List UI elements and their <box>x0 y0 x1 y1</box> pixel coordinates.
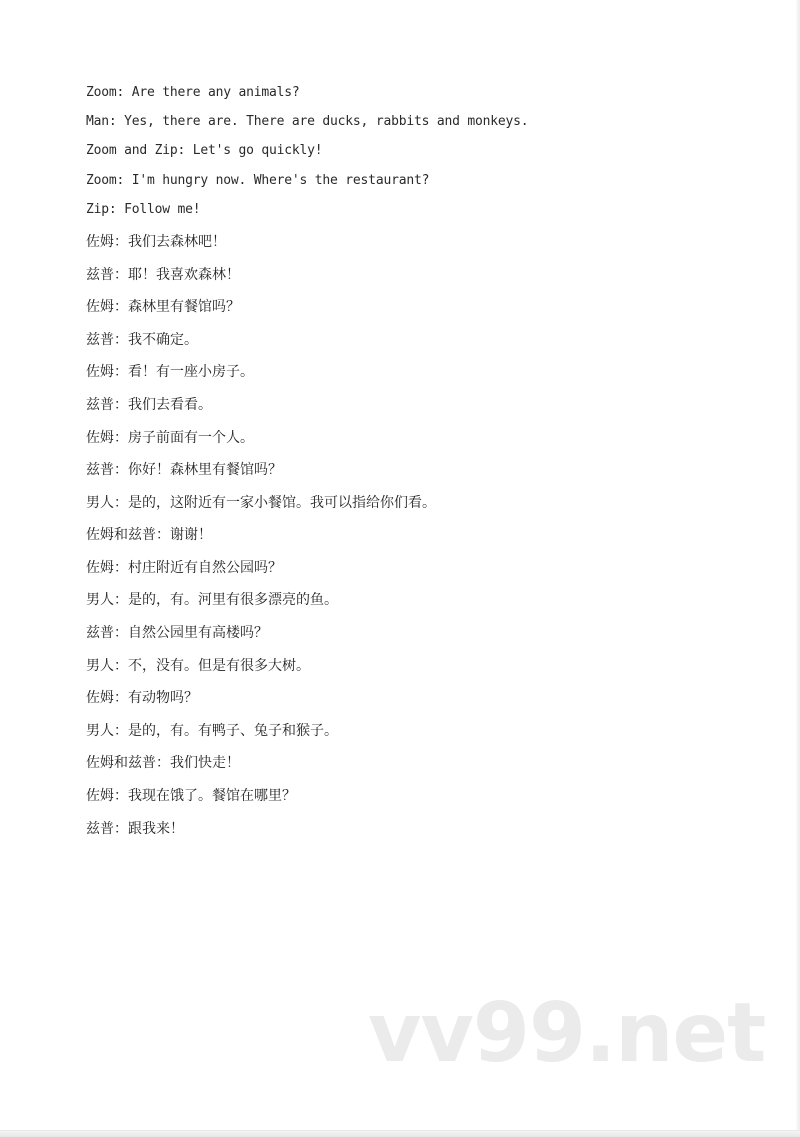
dialogue-line-zh: 佐姆和兹普：我们快走！ <box>86 755 240 772</box>
watermark: vv99.net <box>368 986 766 1081</box>
dialogue-line-zh: 佐姆：森林里有餐馆吗？ <box>86 299 240 316</box>
dialogue-line-zh: 佐姆：有动物吗？ <box>86 690 198 707</box>
english-dialogue <box>86 78 766 224</box>
dialogue-line-zh: 兹普：你好！森林里有餐馆吗？ <box>86 462 282 479</box>
dialogue-line-en: Zoom: I'm hungry now. Where's the restaurant? <box>86 172 430 188</box>
dialogue-line-en: Zoom: Are there any animals? <box>86 85 300 100</box>
page-edge-bottom <box>0 1130 800 1137</box>
dialogue-line-zh: 佐姆：村庄附近有自然公园吗？ <box>86 559 282 576</box>
dialogue-line-zh: 佐姆：我们去森林吧！ <box>86 233 226 250</box>
document-body <box>86 78 766 845</box>
dialogue-line-zh: 佐姆和兹普：谢谢！ <box>86 527 212 544</box>
page-edge-right <box>796 0 800 1131</box>
chinese-dialogue <box>86 226 766 845</box>
dialogue-line-en: Zoom and Zip: Let's go quickly! <box>86 143 323 159</box>
dialogue-line-en: Zip: Follow me! <box>86 201 201 217</box>
dialogue-line-zh: 兹普：我们去看看。 <box>86 396 212 413</box>
dialogue-line-zh: 兹普：耶！我喜欢森林！ <box>86 266 240 283</box>
dialogue-line-zh: 佐姆：房子前面有一个人。 <box>86 429 254 446</box>
dialogue-line-zh: 佐姆：我现在饿了。餐馆在哪里？ <box>86 788 296 805</box>
dialogue-line-zh: 男人：是的，有。河里有很多漂亮的鱼。 <box>86 592 338 609</box>
dialogue-line-zh: 男人：不，没有。但是有很多大树。 <box>86 657 310 674</box>
dialogue-line-zh: 男人：是的，有。有鸭子、兔子和猴子。 <box>86 722 338 739</box>
dialogue-line-zh: 兹普：自然公园里有高楼吗？ <box>86 625 268 642</box>
dialogue-line-zh: 兹普：我不确定。 <box>86 331 198 348</box>
dialogue-line-zh: 佐姆：看！有一座小房子。 <box>86 364 254 381</box>
dialogue-line-en: Man: Yes, there are. There are ducks, rabbits and monkeys. <box>86 114 529 130</box>
dialogue-line-zh: 男人：是的，这附近有一家小餐馆。我可以指给你们看。 <box>86 494 436 511</box>
dialogue-line-zh: 兹普：跟我来！ <box>86 820 184 837</box>
